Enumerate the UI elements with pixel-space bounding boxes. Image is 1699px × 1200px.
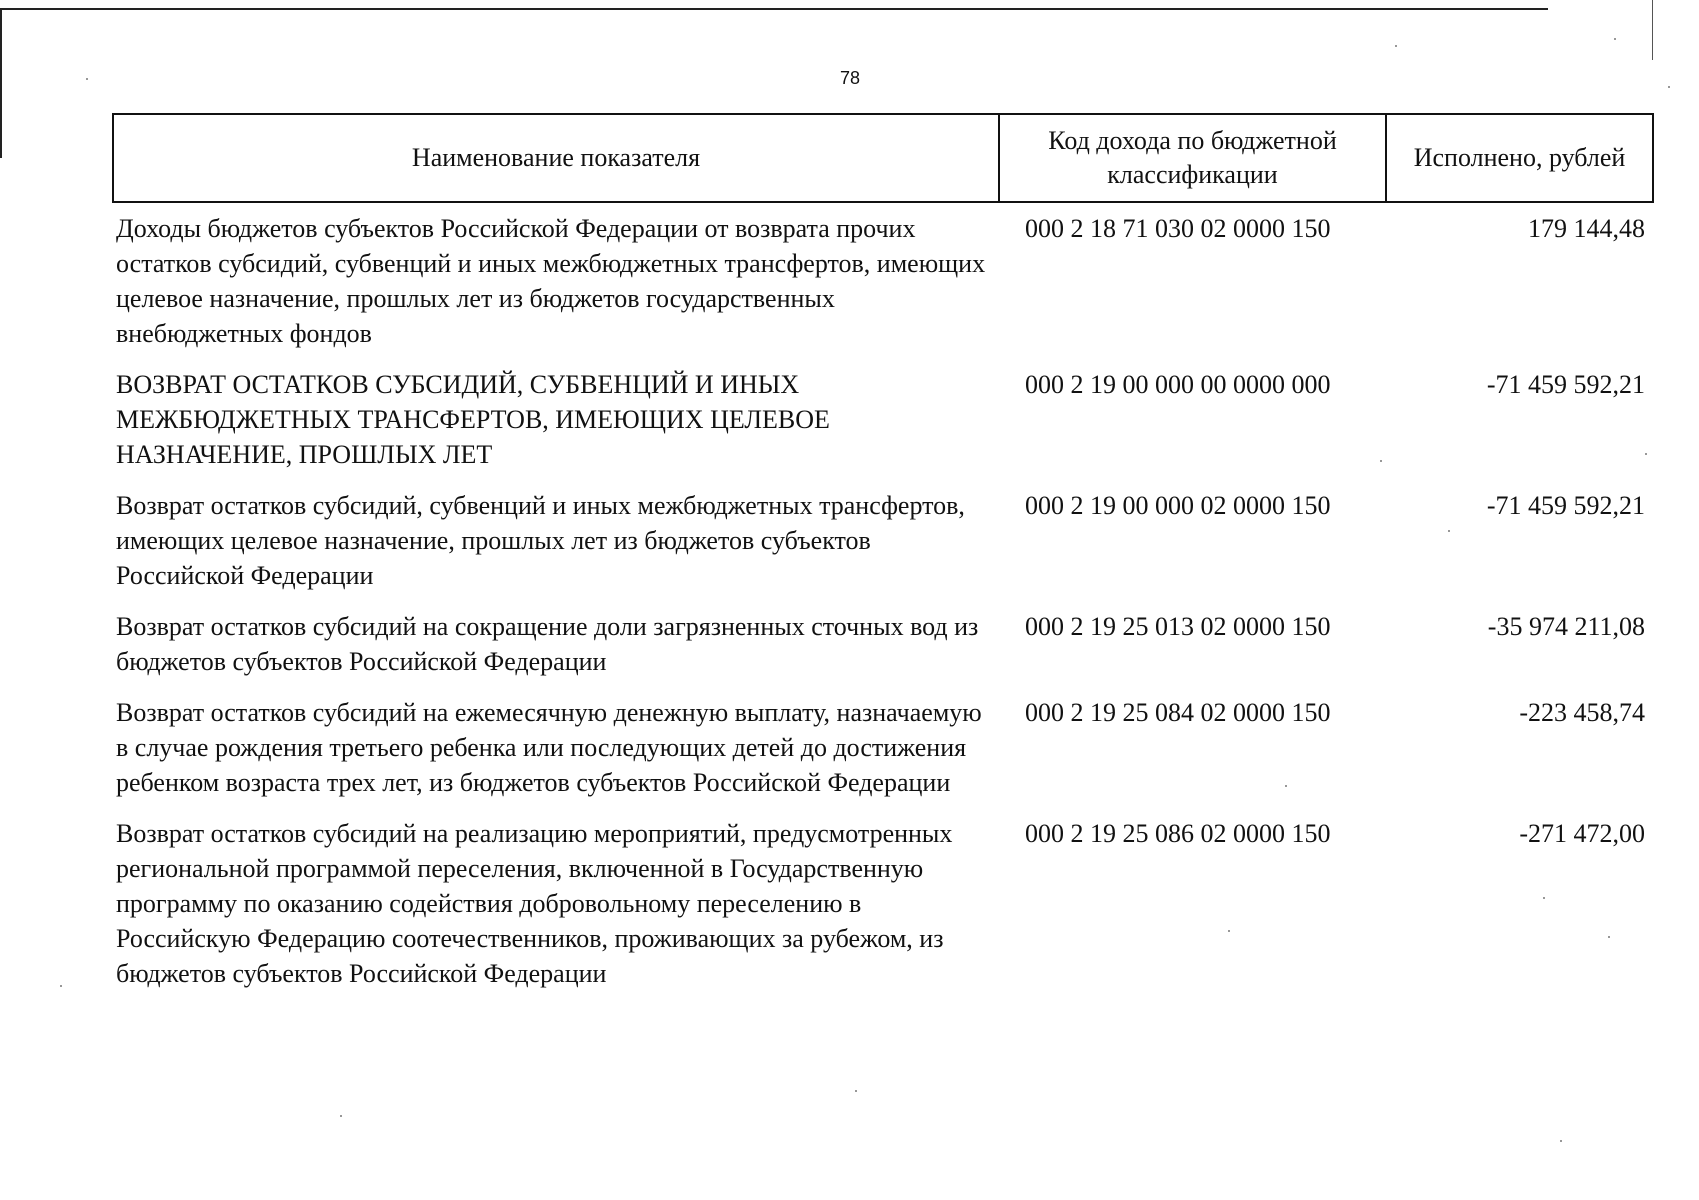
page-number: 78: [839, 68, 861, 88]
row-revenue-code: 000 2 19 00 000 02 0000 150: [1025, 491, 1331, 520]
scan-speck: [855, 1090, 857, 1092]
row-indicator-name: Доходы бюджетов субъектов Российской Федерации от возврата прочих остатков субсидий, субвенций и иных межбюджетных трансфертов, имеющих целевое назначение, прошлых лет из бюджетов государственных внебюджетных фондов: [116, 214, 986, 348]
header-executed-amount: Исполнено, рублей: [1386, 114, 1653, 202]
scan-speck: [1560, 1140, 1562, 1142]
table-row: [113, 605, 1653, 691]
scan-speck: [60, 985, 62, 987]
scan-speck: [1395, 45, 1397, 47]
table-row: [113, 484, 1653, 605]
table-row: [113, 202, 1653, 363]
row-executed-amount: 179 144,48: [1528, 214, 1645, 243]
header-indicator-name: Наименование показателя: [113, 114, 999, 202]
table-row: [113, 363, 1653, 484]
row-revenue-code: 000 2 19 25 084 02 0000 150: [1025, 698, 1331, 727]
table-row: [113, 812, 1653, 1003]
row-indicator-name: Возврат остатков субсидий на реализацию мероприятий, предусмотренных региональной программой переселения, включенной в Государственную программу по оказанию содействия добровольному переселению в Российскую Федерацию соотечественников, проживающих за рубежом, из бюджетов субъектов Российской Федерации: [116, 819, 953, 988]
row-executed-amount: -71 459 592,21: [1486, 491, 1645, 520]
scan-speck: [1448, 530, 1450, 532]
scan-speck: [1380, 460, 1382, 462]
scan-speck: [340, 1115, 342, 1117]
row-indicator-name: Возврат остатков субсидий, субвенций и иных межбюджетных трансфертов, имеющих целевое назначение, прошлых лет из бюджетов субъектов Российской Федерации: [116, 491, 965, 590]
scan-speck: [1543, 897, 1545, 899]
row-indicator-name: Возврат остатков субсидий на ежемесячную денежную выплату, назначаемую в случае рождения третьего ребенка или последующих детей до достижения ребенком возраста трех лет, из бюджетов субъектов Российской Федерации: [116, 698, 982, 797]
row-indicator-name: Возврат остатков субсидий на сокращение доли загрязненных сточных вод из бюджетов субъектов Российской Федерации: [116, 612, 979, 676]
scan-speck: [1614, 38, 1616, 40]
scan-speck: [1285, 785, 1287, 787]
scan-speck: [1668, 86, 1670, 88]
scan-speck: [1228, 930, 1230, 932]
scan-speck: [86, 78, 88, 80]
scan-border-top: [0, 8, 1548, 10]
row-revenue-code: 000 2 19 25 013 02 0000 150: [1025, 612, 1331, 641]
row-executed-amount: -271 472,00: [1519, 819, 1645, 848]
row-executed-amount: -35 974 211,08: [1487, 612, 1645, 641]
row-revenue-code: 000 2 19 00 000 00 0000 000: [1025, 370, 1331, 399]
scan-speck: [1645, 453, 1647, 455]
row-revenue-code: 000 2 18 71 030 02 0000 150: [1025, 214, 1331, 243]
table-row: [113, 691, 1653, 812]
revenue-table: [112, 113, 1654, 1003]
row-revenue-code: 000 2 19 25 086 02 0000 150: [1025, 819, 1331, 848]
scan-speck: [1608, 936, 1610, 938]
scan-border-left: [0, 8, 2, 158]
header-revenue-code: Код дохода по бюджетной классификации: [999, 114, 1386, 202]
row-indicator-name: ВОЗВРАТ ОСТАТКОВ СУБСИДИЙ, СУБВЕНЦИЙ И ИНЫХ МЕЖБЮДЖЕТНЫХ ТРАНСФЕРТОВ, ИМЕЮЩИХ ЦЕЛЕВОЕ НАЗНАЧЕНИЕ, ПРОШЛЫХ ЛЕТ: [116, 370, 830, 469]
row-executed-amount: -223 458,74: [1519, 698, 1645, 727]
row-executed-amount: -71 459 592,21: [1486, 370, 1645, 399]
scan-border-right: [1652, 0, 1653, 60]
table-header-row: [113, 114, 1653, 202]
